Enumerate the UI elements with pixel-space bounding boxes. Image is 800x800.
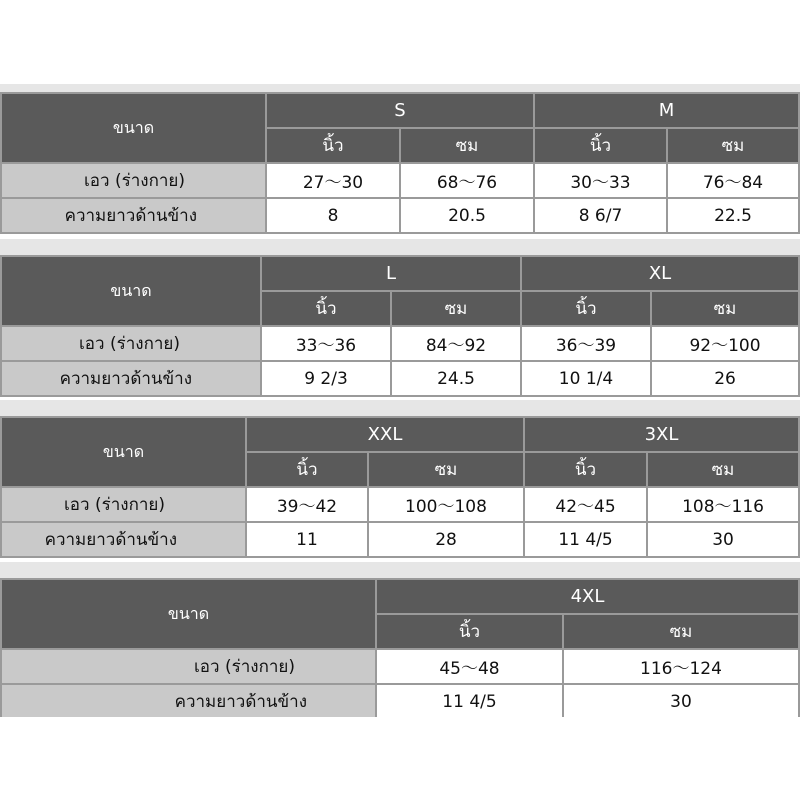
value-cell: 20.5 — [400, 198, 534, 233]
waist-label: เอว (ร่างกาย) — [1, 649, 376, 684]
size-name-cell: XL — [521, 256, 799, 291]
side-length-row — [1, 361, 799, 396]
size-name-cell: L — [261, 256, 521, 291]
value-cell: 11 — [246, 522, 368, 557]
value-cell: 27〜30 — [266, 163, 400, 198]
unit-inch-cell: นิ้ว — [524, 452, 647, 487]
unit-cm-cell: ซม — [368, 452, 524, 487]
value-cell: 11 4/5 — [376, 684, 563, 719]
value-cell: 33〜36 — [261, 326, 391, 361]
side-length-label: ความยาวด้านข้าง — [1, 361, 261, 396]
value-cell: 100〜108 — [368, 487, 524, 522]
size-name-cell: 3XL — [524, 417, 799, 452]
waist-label: เอว (ร่างกาย) — [1, 163, 266, 198]
unit-cm-cell: ซม — [647, 452, 799, 487]
value-cell: 24.5 — [391, 361, 521, 396]
waist-label: เอว (ร่างกาย) — [1, 487, 246, 522]
value-cell: 8 — [266, 198, 400, 233]
size-table-s-m — [0, 92, 800, 234]
unit-cm-cell: ซม — [651, 291, 799, 326]
size-header-row — [1, 579, 799, 614]
value-cell: 92〜100 — [651, 326, 799, 361]
value-cell: 76〜84 — [667, 163, 799, 198]
value-cell: 108〜116 — [647, 487, 799, 522]
unit-inch-cell: นิ้ว — [534, 128, 667, 163]
value-cell: 116〜124 — [563, 649, 799, 684]
side-length-label: ความยาวด้านข้าง — [1, 522, 246, 557]
size-header-row — [1, 93, 799, 128]
unit-cm-cell: ซม — [667, 128, 799, 163]
waist-row — [1, 326, 799, 361]
unit-inch-cell: นิ้ว — [521, 291, 651, 326]
value-cell: 36〜39 — [521, 326, 651, 361]
value-cell: 30 — [563, 684, 799, 719]
unit-cm-cell: ซม — [563, 614, 799, 649]
side-length-label: ความยาวด้านข้าง — [1, 198, 266, 233]
size-table-l-xl — [0, 255, 800, 397]
value-cell: 11 4/5 — [524, 522, 647, 557]
size-name-cell: S — [266, 93, 534, 128]
side-length-label: ความยาวด้านข้าง — [1, 684, 376, 719]
side-length-row — [1, 198, 799, 233]
separator-band — [0, 400, 800, 416]
size-table-4xl — [0, 578, 800, 720]
size-label-cell: ขนาด — [1, 417, 246, 487]
size-name-cell: XXL — [246, 417, 524, 452]
unit-inch-cell: นิ้ว — [261, 291, 391, 326]
value-cell: 30〜33 — [534, 163, 667, 198]
size-name-cell: M — [534, 93, 799, 128]
separator-band — [0, 84, 800, 92]
value-cell: 42〜45 — [524, 487, 647, 522]
side-length-row — [1, 684, 799, 719]
bottom-whitespace — [0, 717, 800, 800]
unit-inch-cell: นิ้ว — [376, 614, 563, 649]
side-length-row — [1, 522, 799, 557]
value-cell: 28 — [368, 522, 524, 557]
waist-row — [1, 487, 799, 522]
size-label-cell: ขนาด — [1, 579, 376, 649]
size-name-cell: 4XL — [376, 579, 799, 614]
size-header-row — [1, 256, 799, 291]
size-header-row — [1, 417, 799, 452]
value-cell: 45〜48 — [376, 649, 563, 684]
value-cell: 10 1/4 — [521, 361, 651, 396]
value-cell: 22.5 — [667, 198, 799, 233]
separator-band — [0, 239, 800, 255]
value-cell: 68〜76 — [400, 163, 534, 198]
waist-row — [1, 163, 799, 198]
value-cell: 39〜42 — [246, 487, 368, 522]
unit-cm-cell: ซม — [391, 291, 521, 326]
waist-row — [1, 649, 799, 684]
value-cell: 26 — [651, 361, 799, 396]
value-cell: 84〜92 — [391, 326, 521, 361]
value-cell: 9 2/3 — [261, 361, 391, 396]
unit-cm-cell: ซม — [400, 128, 534, 163]
size-label-cell: ขนาด — [1, 256, 261, 326]
size-table-xxl-3xl — [0, 416, 800, 558]
separator-band — [0, 562, 800, 578]
waist-label: เอว (ร่างกาย) — [1, 326, 261, 361]
unit-inch-cell: นิ้ว — [246, 452, 368, 487]
size-label-cell: ขนาด — [1, 93, 266, 163]
unit-inch-cell: นิ้ว — [266, 128, 400, 163]
value-cell: 8 6/7 — [534, 198, 667, 233]
value-cell: 30 — [647, 522, 799, 557]
